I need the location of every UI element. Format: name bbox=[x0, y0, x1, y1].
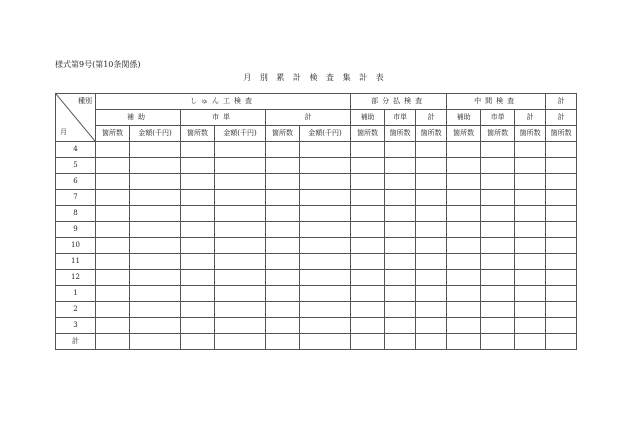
subgroup-chukan-hojo: 補助 bbox=[447, 110, 481, 126]
metric-bubun-shitan-count: 箇所数 bbox=[385, 126, 416, 142]
data-cell[interactable] bbox=[416, 238, 447, 254]
month-label: 12 bbox=[56, 270, 96, 286]
data-cell[interactable] bbox=[96, 206, 130, 222]
data-cell[interactable] bbox=[266, 302, 300, 318]
data-cell[interactable] bbox=[181, 334, 215, 350]
corner-type-label: 種別 bbox=[78, 97, 92, 105]
data-cell[interactable] bbox=[96, 254, 130, 270]
data-cell[interactable] bbox=[351, 174, 385, 190]
data-cell[interactable] bbox=[130, 238, 181, 254]
group-header-chukan: 中間検査 bbox=[447, 94, 546, 110]
metric-shunko-shitan-amount: 金額(千円) bbox=[215, 126, 266, 142]
data-cell[interactable] bbox=[96, 142, 130, 158]
data-cell[interactable] bbox=[215, 174, 266, 190]
data-cell[interactable] bbox=[96, 190, 130, 206]
data-cell[interactable] bbox=[300, 158, 351, 174]
data-cell[interactable] bbox=[215, 238, 266, 254]
data-cell[interactable] bbox=[300, 286, 351, 302]
data-cell[interactable] bbox=[96, 302, 130, 318]
subgroup-shunko-shitan: 市単 bbox=[181, 110, 266, 126]
data-cell[interactable] bbox=[447, 222, 481, 238]
data-cell[interactable] bbox=[515, 254, 546, 270]
data-cell[interactable] bbox=[416, 190, 447, 206]
data-cell[interactable] bbox=[266, 174, 300, 190]
month-row bbox=[56, 206, 577, 222]
data-cell[interactable] bbox=[215, 334, 266, 350]
data-cell[interactable] bbox=[181, 158, 215, 174]
data-cell[interactable] bbox=[215, 318, 266, 334]
data-cell[interactable] bbox=[181, 302, 215, 318]
data-cell[interactable] bbox=[481, 270, 515, 286]
data-cell[interactable] bbox=[385, 206, 416, 222]
data-cell[interactable] bbox=[181, 270, 215, 286]
month-label: 3 bbox=[56, 318, 96, 334]
data-cell[interactable] bbox=[215, 302, 266, 318]
data-cell[interactable] bbox=[300, 142, 351, 158]
month-row bbox=[56, 174, 577, 190]
data-cell[interactable] bbox=[515, 286, 546, 302]
data-cell[interactable] bbox=[96, 270, 130, 286]
data-cell[interactable] bbox=[130, 302, 181, 318]
data-cell[interactable] bbox=[215, 206, 266, 222]
data-cell[interactable] bbox=[130, 222, 181, 238]
data-cell[interactable] bbox=[447, 318, 481, 334]
month-label: 8 bbox=[56, 206, 96, 222]
data-cell[interactable] bbox=[266, 142, 300, 158]
data-cell[interactable] bbox=[266, 254, 300, 270]
month-row bbox=[56, 238, 577, 254]
data-cell[interactable] bbox=[481, 318, 515, 334]
data-cell[interactable] bbox=[181, 222, 215, 238]
corner-month-label: 月 bbox=[60, 128, 67, 136]
data-cell[interactable] bbox=[416, 174, 447, 190]
month-row bbox=[56, 302, 577, 318]
data-cell[interactable] bbox=[416, 222, 447, 238]
data-cell[interactable] bbox=[96, 238, 130, 254]
data-cell[interactable] bbox=[416, 158, 447, 174]
data-cell[interactable] bbox=[96, 174, 130, 190]
data-cell[interactable] bbox=[266, 270, 300, 286]
data-cell[interactable] bbox=[546, 286, 577, 302]
month-label: 2 bbox=[56, 302, 96, 318]
data-cell[interactable] bbox=[481, 254, 515, 270]
data-cell[interactable] bbox=[181, 238, 215, 254]
subgroup-chukan-kei: 計 bbox=[515, 110, 546, 126]
data-cell[interactable] bbox=[181, 142, 215, 158]
subgroup-chukan-shitan: 市単 bbox=[481, 110, 515, 126]
month-label: 7 bbox=[56, 190, 96, 206]
subgroup-bubun-kei: 計 bbox=[416, 110, 447, 126]
month-row bbox=[56, 334, 577, 350]
data-cell[interactable] bbox=[130, 318, 181, 334]
metric-chukan-shitan-count: 箇所数 bbox=[481, 126, 515, 142]
month-label: 9 bbox=[56, 222, 96, 238]
metric-shunko-kei-count: 箇所数 bbox=[266, 126, 300, 142]
data-cell[interactable] bbox=[515, 174, 546, 190]
data-cell[interactable] bbox=[181, 206, 215, 222]
data-cell[interactable] bbox=[130, 270, 181, 286]
data-cell[interactable] bbox=[546, 142, 577, 158]
data-cell[interactable] bbox=[351, 222, 385, 238]
data-cell[interactable] bbox=[130, 174, 181, 190]
data-cell[interactable] bbox=[266, 318, 300, 334]
data-cell[interactable] bbox=[447, 190, 481, 206]
data-cell[interactable] bbox=[96, 286, 130, 302]
data-cell[interactable] bbox=[266, 222, 300, 238]
data-cell[interactable] bbox=[481, 222, 515, 238]
subgroup-bubun-hojo: 補助 bbox=[351, 110, 385, 126]
data-cell[interactable] bbox=[546, 174, 577, 190]
month-row bbox=[56, 142, 577, 158]
data-cell[interactable] bbox=[130, 206, 181, 222]
data-cell[interactable] bbox=[181, 174, 215, 190]
data-cell[interactable] bbox=[416, 318, 447, 334]
data-cell[interactable] bbox=[351, 158, 385, 174]
data-cell[interactable] bbox=[300, 302, 351, 318]
data-cell[interactable] bbox=[300, 222, 351, 238]
data-cell[interactable] bbox=[447, 174, 481, 190]
data-cell[interactable] bbox=[385, 302, 416, 318]
data-cell[interactable] bbox=[447, 158, 481, 174]
data-cell[interactable] bbox=[351, 238, 385, 254]
metric-shunko-kei-amount: 金額(千円) bbox=[300, 126, 351, 142]
month-label: 11 bbox=[56, 254, 96, 270]
data-cell[interactable] bbox=[546, 318, 577, 334]
data-cell[interactable] bbox=[416, 334, 447, 350]
data-cell[interactable] bbox=[481, 302, 515, 318]
header-row-subgroups bbox=[56, 110, 577, 126]
data-cell[interactable] bbox=[351, 334, 385, 350]
data-cell[interactable] bbox=[515, 158, 546, 174]
metric-bubun-hojo-count: 箇所数 bbox=[351, 126, 385, 142]
data-cell[interactable] bbox=[215, 286, 266, 302]
data-cell[interactable] bbox=[215, 190, 266, 206]
data-cell[interactable] bbox=[351, 302, 385, 318]
data-cell[interactable] bbox=[385, 174, 416, 190]
data-cell[interactable] bbox=[447, 206, 481, 222]
data-cell[interactable] bbox=[96, 222, 130, 238]
data-cell[interactable] bbox=[351, 142, 385, 158]
data-cell[interactable] bbox=[181, 286, 215, 302]
data-cell[interactable] bbox=[515, 270, 546, 286]
data-cell[interactable] bbox=[266, 190, 300, 206]
month-label: 6 bbox=[56, 174, 96, 190]
data-cell[interactable] bbox=[300, 318, 351, 334]
data-cell[interactable] bbox=[385, 286, 416, 302]
data-cell[interactable] bbox=[300, 334, 351, 350]
inspection-summary-table bbox=[55, 93, 577, 350]
corner-header-cell bbox=[56, 94, 96, 142]
data-cell[interactable] bbox=[481, 190, 515, 206]
subgroup-bubun-shitan: 市単 bbox=[385, 110, 416, 126]
data-cell[interactable] bbox=[385, 142, 416, 158]
data-cell[interactable] bbox=[130, 286, 181, 302]
header-row-metrics bbox=[56, 126, 577, 142]
data-cell[interactable] bbox=[351, 286, 385, 302]
data-cell[interactable] bbox=[447, 334, 481, 350]
data-cell[interactable] bbox=[515, 190, 546, 206]
data-cell[interactable] bbox=[300, 206, 351, 222]
data-cell[interactable] bbox=[546, 238, 577, 254]
data-cell[interactable] bbox=[416, 206, 447, 222]
data-cell[interactable] bbox=[385, 222, 416, 238]
data-cell[interactable] bbox=[385, 334, 416, 350]
data-cell[interactable] bbox=[546, 270, 577, 286]
data-cell[interactable] bbox=[416, 270, 447, 286]
subgroup-total-kei: 計 bbox=[546, 110, 577, 126]
data-cell[interactable] bbox=[300, 270, 351, 286]
data-cell[interactable] bbox=[546, 254, 577, 270]
data-cell[interactable] bbox=[385, 190, 416, 206]
data-cell[interactable] bbox=[300, 190, 351, 206]
data-cell[interactable] bbox=[130, 190, 181, 206]
data-cell[interactable] bbox=[215, 158, 266, 174]
data-cell[interactable] bbox=[266, 334, 300, 350]
data-cell[interactable] bbox=[447, 238, 481, 254]
metric-chukan-hojo-count: 箇所数 bbox=[447, 126, 481, 142]
data-cell[interactable] bbox=[447, 270, 481, 286]
group-header-shunko: しゅん工検査 bbox=[96, 94, 351, 110]
data-cell[interactable] bbox=[481, 286, 515, 302]
data-cell[interactable] bbox=[481, 174, 515, 190]
month-row bbox=[56, 222, 577, 238]
month-row bbox=[56, 286, 577, 302]
data-cell[interactable] bbox=[130, 254, 181, 270]
data-cell[interactable] bbox=[515, 318, 546, 334]
data-cell[interactable] bbox=[546, 302, 577, 318]
data-cell[interactable] bbox=[447, 302, 481, 318]
metric-shunko-hojo-count: 箇所数 bbox=[96, 126, 130, 142]
month-label: 4 bbox=[56, 142, 96, 158]
data-cell[interactable] bbox=[351, 206, 385, 222]
data-cell[interactable] bbox=[300, 174, 351, 190]
subgroup-shunko-kei: 計 bbox=[266, 110, 351, 126]
metric-shunko-shitan-count: 箇所数 bbox=[181, 126, 215, 142]
month-label: 1 bbox=[56, 286, 96, 302]
metric-shunko-hojo-amount: 金額(千円) bbox=[130, 126, 181, 142]
data-cell[interactable] bbox=[130, 158, 181, 174]
data-cell[interactable] bbox=[447, 286, 481, 302]
data-cell[interactable] bbox=[481, 334, 515, 350]
month-row bbox=[56, 254, 577, 270]
header-row-groups bbox=[56, 94, 577, 110]
data-cell[interactable] bbox=[515, 142, 546, 158]
data-cell[interactable] bbox=[300, 238, 351, 254]
data-cell[interactable] bbox=[181, 254, 215, 270]
data-cell[interactable] bbox=[215, 222, 266, 238]
data-cell[interactable] bbox=[447, 142, 481, 158]
month-row bbox=[56, 270, 577, 286]
data-cell[interactable] bbox=[481, 142, 515, 158]
data-cell[interactable] bbox=[515, 206, 546, 222]
data-cell[interactable] bbox=[351, 190, 385, 206]
data-cell[interactable] bbox=[96, 318, 130, 334]
month-label: 計 bbox=[56, 334, 96, 350]
data-cell[interactable] bbox=[385, 158, 416, 174]
data-cell[interactable] bbox=[385, 238, 416, 254]
month-row bbox=[56, 190, 577, 206]
data-cell[interactable] bbox=[416, 142, 447, 158]
month-row bbox=[56, 158, 577, 174]
data-cell[interactable] bbox=[481, 206, 515, 222]
data-cell[interactable] bbox=[351, 270, 385, 286]
document-title: 月 別 累 計 検 査 集 計 表 bbox=[243, 73, 387, 82]
data-cell[interactable] bbox=[416, 302, 447, 318]
data-cell[interactable] bbox=[215, 142, 266, 158]
data-cell[interactable] bbox=[266, 286, 300, 302]
form-number-label: 様式第9号(第10条関係) bbox=[55, 60, 141, 69]
data-cell[interactable] bbox=[130, 142, 181, 158]
data-cell[interactable] bbox=[546, 206, 577, 222]
data-cell[interactable] bbox=[181, 318, 215, 334]
metric-chukan-kei-count: 箇所数 bbox=[515, 126, 546, 142]
group-header-bubun: 部分払検査 bbox=[351, 94, 447, 110]
data-cell[interactable] bbox=[515, 222, 546, 238]
data-cell[interactable] bbox=[385, 254, 416, 270]
group-header-total: 計 bbox=[546, 94, 577, 110]
data-cell[interactable] bbox=[266, 206, 300, 222]
data-cell[interactable] bbox=[351, 254, 385, 270]
metric-bubun-kei-count: 箇所数 bbox=[416, 126, 447, 142]
data-cell[interactable] bbox=[96, 334, 130, 350]
month-label: 10 bbox=[56, 238, 96, 254]
data-cell[interactable] bbox=[96, 158, 130, 174]
data-cell[interactable] bbox=[481, 158, 515, 174]
data-cell[interactable] bbox=[266, 238, 300, 254]
data-cell[interactable] bbox=[546, 190, 577, 206]
data-cell[interactable] bbox=[181, 190, 215, 206]
data-cell[interactable] bbox=[215, 270, 266, 286]
data-cell[interactable] bbox=[481, 238, 515, 254]
data-cell[interactable] bbox=[546, 158, 577, 174]
data-cell[interactable] bbox=[416, 254, 447, 270]
data-cell[interactable] bbox=[416, 286, 447, 302]
data-cell[interactable] bbox=[215, 254, 266, 270]
data-cell[interactable] bbox=[266, 158, 300, 174]
month-row bbox=[56, 318, 577, 334]
data-cell[interactable] bbox=[447, 254, 481, 270]
data-cell[interactable] bbox=[546, 222, 577, 238]
data-cell[interactable] bbox=[385, 318, 416, 334]
metric-total-count: 箇所数 bbox=[546, 126, 577, 142]
data-cell[interactable] bbox=[351, 318, 385, 334]
data-cell[interactable] bbox=[515, 238, 546, 254]
data-cell[interactable] bbox=[515, 302, 546, 318]
data-cell[interactable] bbox=[385, 270, 416, 286]
data-cell[interactable] bbox=[515, 334, 546, 350]
data-cell[interactable] bbox=[546, 334, 577, 350]
month-label: 5 bbox=[56, 158, 96, 174]
data-cell[interactable] bbox=[130, 334, 181, 350]
data-cell[interactable] bbox=[300, 254, 351, 270]
subgroup-shunko-hojo: 補助 bbox=[96, 110, 181, 126]
